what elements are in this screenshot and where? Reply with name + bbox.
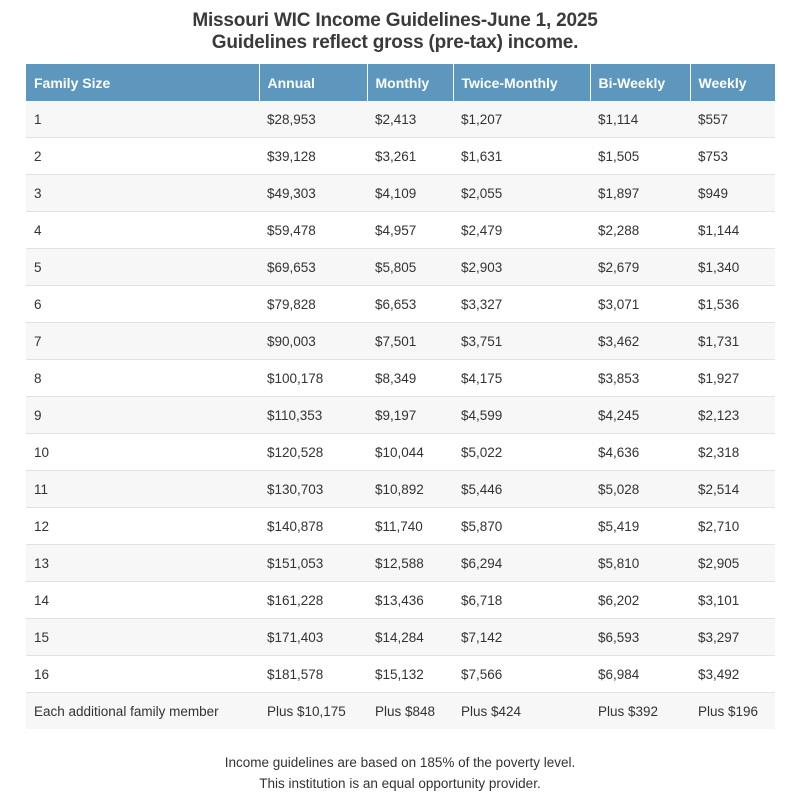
table-cell-family-size: 3 xyxy=(26,175,259,212)
table-cell-monthly: $15,132 xyxy=(367,656,453,693)
table-cell-weekly: $3,492 xyxy=(690,656,775,693)
table-cell-annual: $59,478 xyxy=(259,212,367,249)
table-cell-family-size: 15 xyxy=(26,619,259,656)
table-cell-monthly: $9,197 xyxy=(367,397,453,434)
column-header-monthly: Monthly xyxy=(367,64,453,101)
table-cell-bi-weekly: $4,245 xyxy=(590,397,690,434)
table-cell-monthly: $7,501 xyxy=(367,323,453,360)
table-header xyxy=(26,64,775,101)
table-cell-bi-weekly: $5,028 xyxy=(590,471,690,508)
column-header-family-size: Family Size xyxy=(26,64,259,101)
table-cell-weekly: $753 xyxy=(690,138,775,175)
table-cell-family-size: 11 xyxy=(26,471,259,508)
table-cell-family-size: 1 xyxy=(26,101,259,138)
table-cell-family-size: 8 xyxy=(26,360,259,397)
table-cell-twice-monthly: $5,022 xyxy=(453,434,590,471)
table-row xyxy=(26,656,775,693)
column-header-bi-weekly: Bi-Weekly xyxy=(590,64,690,101)
table-cell-weekly: $1,536 xyxy=(690,286,775,323)
income-guidelines-table xyxy=(26,64,775,729)
table-cell-family-size: 14 xyxy=(26,582,259,619)
table-row xyxy=(26,323,775,360)
table-cell-weekly: $1,340 xyxy=(690,249,775,286)
table-cell-weekly: $1,927 xyxy=(690,360,775,397)
table-cell-annual: $100,178 xyxy=(259,360,367,397)
table-cell-weekly: $2,123 xyxy=(690,397,775,434)
table-cell-bi-weekly: Plus $392 xyxy=(590,693,690,730)
table-cell-bi-weekly: $6,593 xyxy=(590,619,690,656)
table-cell-weekly: $2,905 xyxy=(690,545,775,582)
column-header-annual: Annual xyxy=(259,64,367,101)
table-cell-twice-monthly: $6,294 xyxy=(453,545,590,582)
income-guidelines-table-container xyxy=(26,64,775,729)
table-row xyxy=(26,249,775,286)
table-row xyxy=(26,212,775,249)
table-cell-family-size: 6 xyxy=(26,286,259,323)
table-row xyxy=(26,175,775,212)
table-cell-monthly: $4,109 xyxy=(367,175,453,212)
table-row xyxy=(26,619,775,656)
table-cell-twice-monthly: $3,751 xyxy=(453,323,590,360)
table-cell-bi-weekly: $3,462 xyxy=(590,323,690,360)
table-cell-monthly: $14,284 xyxy=(367,619,453,656)
table-cell-weekly: $949 xyxy=(690,175,775,212)
table-cell-twice-monthly: $4,175 xyxy=(453,360,590,397)
table-cell-monthly: $6,653 xyxy=(367,286,453,323)
table-cell-annual: $181,578 xyxy=(259,656,367,693)
table-cell-bi-weekly: $2,679 xyxy=(590,249,690,286)
table-cell-twice-monthly: $4,599 xyxy=(453,397,590,434)
table-row xyxy=(26,101,775,138)
table-cell-bi-weekly: $2,288 xyxy=(590,212,690,249)
table-cell-weekly: $2,318 xyxy=(690,434,775,471)
table-row xyxy=(26,471,775,508)
title-line-1: Missouri WIC Income Guidelines-June 1, 2025 xyxy=(192,10,598,31)
table-cell-annual: $39,128 xyxy=(259,138,367,175)
table-cell-bi-weekly: $6,984 xyxy=(590,656,690,693)
table-row xyxy=(26,582,775,619)
table-cell-annual: $28,953 xyxy=(259,101,367,138)
table-cell-twice-monthly: $2,903 xyxy=(453,249,590,286)
table-cell-monthly: $5,805 xyxy=(367,249,453,286)
table-cell-bi-weekly: $1,114 xyxy=(590,101,690,138)
table-cell-annual: Plus $10,175 xyxy=(259,693,367,730)
table-cell-family-size: 9 xyxy=(26,397,259,434)
table-cell-monthly: $2,413 xyxy=(367,101,453,138)
table-cell-twice-monthly: $2,055 xyxy=(453,175,590,212)
table-cell-bi-weekly: $1,505 xyxy=(590,138,690,175)
table-cell-family-size: 16 xyxy=(26,656,259,693)
table-cell-bi-weekly: $4,636 xyxy=(590,434,690,471)
table-body xyxy=(26,101,775,729)
table-cell-monthly: $13,436 xyxy=(367,582,453,619)
table-cell-annual: $79,828 xyxy=(259,286,367,323)
table-cell-twice-monthly: $7,566 xyxy=(453,656,590,693)
table-cell-weekly: Plus $196 xyxy=(690,693,775,730)
table-cell-weekly: $3,297 xyxy=(690,619,775,656)
table-cell-weekly: $1,731 xyxy=(690,323,775,360)
table-cell-family-size: 7 xyxy=(26,323,259,360)
table-cell-annual: $110,353 xyxy=(259,397,367,434)
table-row xyxy=(26,434,775,471)
column-header-weekly: Weekly xyxy=(690,64,775,101)
table-cell-twice-monthly: $7,142 xyxy=(453,619,590,656)
table-cell-family-size: Each additional family member xyxy=(26,693,259,730)
table-cell-bi-weekly: $5,810 xyxy=(590,545,690,582)
table-cell-bi-weekly: $3,853 xyxy=(590,360,690,397)
table-cell-annual: $69,653 xyxy=(259,249,367,286)
table-cell-bi-weekly: $6,202 xyxy=(590,582,690,619)
table-cell-family-size: 5 xyxy=(26,249,259,286)
table-cell-twice-monthly: $5,870 xyxy=(453,508,590,545)
column-header-twice-monthly: Twice-Monthly xyxy=(453,64,590,101)
table-row xyxy=(26,545,775,582)
table-cell-family-size: 2 xyxy=(26,138,259,175)
table-cell-twice-monthly: $1,631 xyxy=(453,138,590,175)
page-title xyxy=(0,10,790,54)
table-cell-monthly: $11,740 xyxy=(367,508,453,545)
table-cell-annual: $130,703 xyxy=(259,471,367,508)
table-cell-monthly: $12,588 xyxy=(367,545,453,582)
table-cell-annual: $49,303 xyxy=(259,175,367,212)
table-cell-annual: $120,528 xyxy=(259,434,367,471)
table-cell-family-size: 4 xyxy=(26,212,259,249)
table-row xyxy=(26,397,775,434)
table-cell-twice-monthly: $5,446 xyxy=(453,471,590,508)
table-cell-bi-weekly: $1,897 xyxy=(590,175,690,212)
table-cell-monthly: $10,892 xyxy=(367,471,453,508)
table-cell-bi-weekly: $3,071 xyxy=(590,286,690,323)
table-cell-weekly: $2,514 xyxy=(690,471,775,508)
footer-line-2: This institution is an equal opportunity provider. xyxy=(259,776,541,791)
table-cell-annual: $161,228 xyxy=(259,582,367,619)
title-line-2: Guidelines reflect gross (pre-tax) income. xyxy=(211,32,579,53)
table-cell-weekly: $3,101 xyxy=(690,582,775,619)
table-cell-annual: $90,003 xyxy=(259,323,367,360)
table-cell-twice-monthly: $3,327 xyxy=(453,286,590,323)
table-cell-monthly: $4,957 xyxy=(367,212,453,249)
table-cell-monthly: Plus $848 xyxy=(367,693,453,730)
table-cell-family-size: 13 xyxy=(26,545,259,582)
table-row xyxy=(26,286,775,323)
table-row xyxy=(26,360,775,397)
table-row xyxy=(26,508,775,545)
table-header-row xyxy=(26,64,775,101)
table-cell-weekly: $557 xyxy=(690,101,775,138)
table-cell-family-size: 12 xyxy=(26,508,259,545)
table-cell-annual: $140,878 xyxy=(259,508,367,545)
table-cell-weekly: $1,144 xyxy=(690,212,775,249)
table-row xyxy=(26,138,775,175)
table-cell-monthly: $8,349 xyxy=(367,360,453,397)
table-cell-weekly: $2,710 xyxy=(690,508,775,545)
table-cell-twice-monthly: Plus $424 xyxy=(453,693,590,730)
table-cell-monthly: $3,261 xyxy=(367,138,453,175)
table-cell-annual: $151,053 xyxy=(259,545,367,582)
table-cell-family-size: 10 xyxy=(26,434,259,471)
table-cell-monthly: $10,044 xyxy=(367,434,453,471)
table-row xyxy=(26,693,775,730)
table-cell-twice-monthly: $2,479 xyxy=(453,212,590,249)
footer-line-1: Income guidelines are based on 185% of the poverty level. xyxy=(224,755,576,770)
table-cell-twice-monthly: $1,207 xyxy=(453,101,590,138)
footer-notes xyxy=(0,752,790,794)
table-cell-annual: $171,403 xyxy=(259,619,367,656)
table-cell-twice-monthly: $6,718 xyxy=(453,582,590,619)
table-cell-bi-weekly: $5,419 xyxy=(590,508,690,545)
